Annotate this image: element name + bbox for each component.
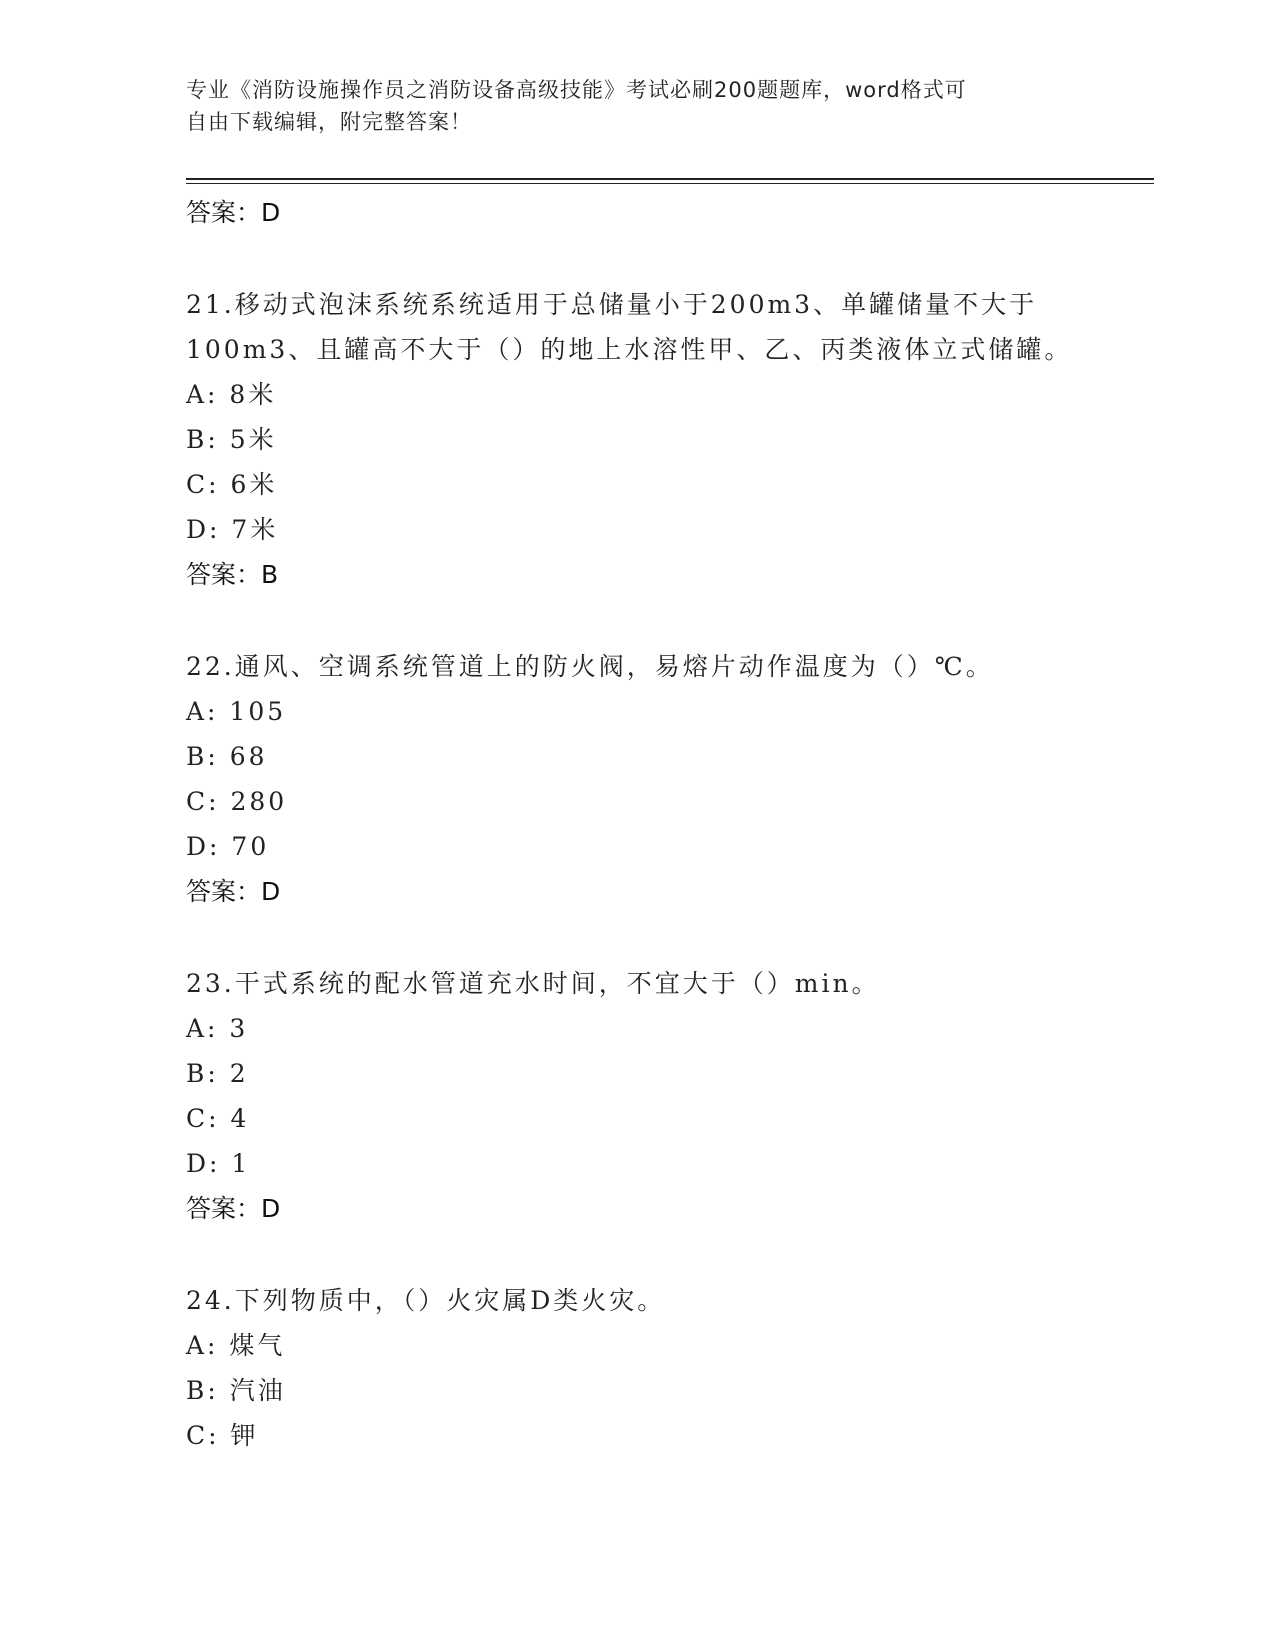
- answer-line: 答案：D: [186, 198, 281, 227]
- option-a: A: 煤气: [186, 1331, 286, 1360]
- option-b: B: 68: [186, 742, 268, 771]
- header-line-2: 自由下载编辑，附完整答案！: [186, 110, 472, 134]
- header-line-1: 专业《消防设施操作员之消防设备高级技能》考试必刷200题题库，word格式可: [186, 78, 967, 102]
- option-b: B: 5米: [186, 425, 277, 454]
- answer-line: 答案：B: [186, 560, 279, 589]
- header-rule-thick: [186, 178, 1154, 180]
- question-block: [186, 961, 1106, 1231]
- answer-line: 答案：D: [186, 877, 281, 906]
- page-header: [186, 74, 1066, 138]
- option-c: C: 6米: [186, 470, 278, 499]
- question-stem: 21.移动式泡沫系统系统适用于总储量小于200m3、单罐储量不大于: [186, 290, 1038, 319]
- option-c: C: 280: [186, 787, 288, 816]
- question-block: [186, 644, 1106, 914]
- header-rule-thin: [186, 183, 1154, 184]
- option-a: A: 3: [186, 1014, 249, 1043]
- option-d: D: 1: [186, 1149, 251, 1178]
- question-stem: 23.干式系统的配水管道充水时间，不宜大于（）min。: [186, 969, 880, 998]
- question-list: [186, 190, 1106, 1458]
- option-a: A: 105: [186, 697, 287, 726]
- question-stem: 22.通风、空调系统管道上的防火阀，易熔片动作温度为（）℃。: [186, 652, 994, 681]
- spacer: [186, 235, 1106, 282]
- option-c: C: 4: [186, 1104, 250, 1133]
- question-block: [186, 1278, 1106, 1458]
- option-b: B: 2: [186, 1059, 249, 1088]
- option-b: B: 汽油: [186, 1376, 286, 1405]
- question-stem-continued: 100m3、且罐高不大于（）的地上水溶性甲、乙、丙类液体立式储罐。: [186, 335, 1073, 364]
- option-d: D: 70: [186, 832, 270, 861]
- question-stem: 24.下列物质中，（）火灾属D类火灾。: [186, 1286, 666, 1315]
- spacer: [186, 1231, 1106, 1278]
- spacer: [186, 914, 1106, 961]
- spacer: [186, 597, 1106, 644]
- option-c: C: 钾: [186, 1421, 259, 1450]
- option-a: A: 8米: [186, 380, 277, 409]
- answer-line: 答案：D: [186, 1194, 281, 1223]
- question-block: [186, 282, 1106, 597]
- option-d: D: 7米: [186, 515, 279, 544]
